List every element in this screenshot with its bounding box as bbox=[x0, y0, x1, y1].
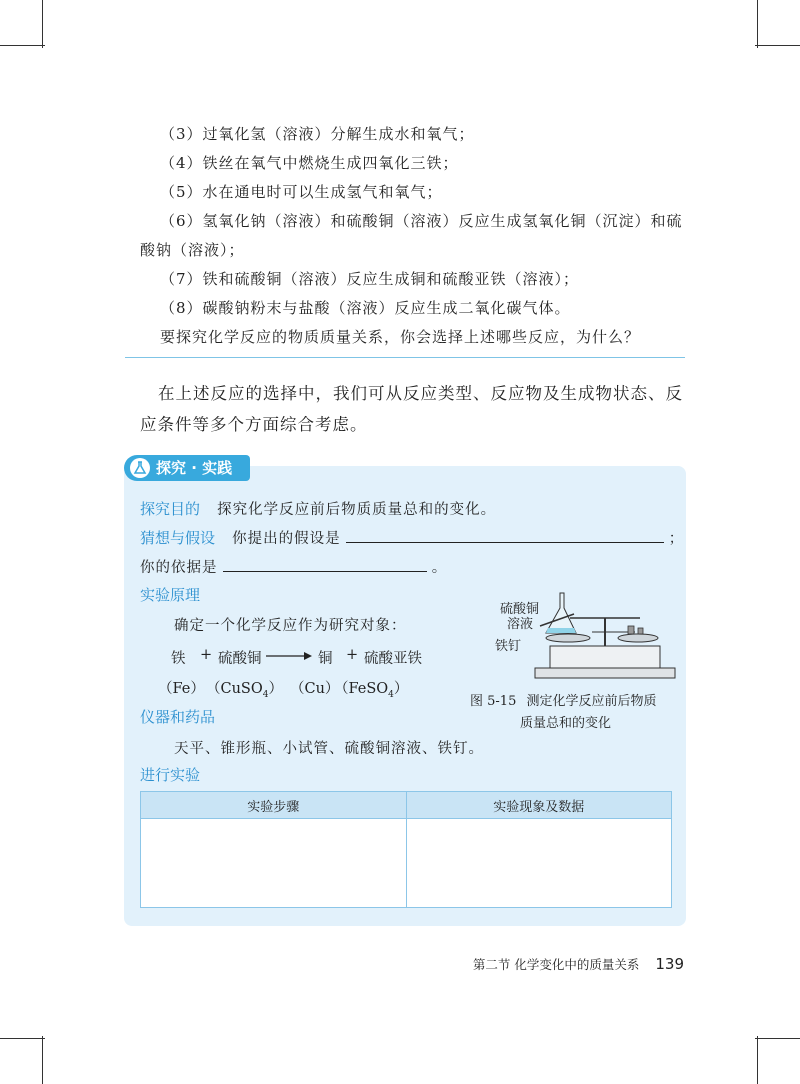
formula-feso4-main: （FeSO bbox=[334, 681, 389, 697]
basis-text: 你的依据是 bbox=[140, 560, 218, 576]
crop-mark bbox=[0, 1038, 45, 1039]
reaction-item: （6）氢氧化钠（溶液）和硫酸铜（溶液）反应生成氢氧化铜（沉淀）和硫 bbox=[160, 212, 683, 230]
equipment-text: 天平、锥形瓶、小试管、硫酸铜溶液、铁钉。 bbox=[174, 741, 484, 757]
balance-figure bbox=[530, 588, 680, 683]
figure-caption-line1 bbox=[470, 690, 657, 709]
crop-mark bbox=[757, 0, 758, 48]
reaction-item: （7）铁和硫酸铜（溶液）反应生成铜和硫酸亚铁（溶液）； bbox=[160, 270, 580, 288]
basis-row bbox=[140, 556, 447, 577]
formula-cu: （Cu） bbox=[290, 681, 340, 697]
principle-text: 确定一个化学反应作为研究对象： bbox=[174, 618, 407, 634]
section-tag-label: 探究 · 实践 bbox=[156, 459, 233, 477]
equation-plus: + bbox=[200, 647, 213, 663]
crop-mark bbox=[42, 0, 43, 48]
principle-heading: 实验原理 bbox=[140, 586, 201, 604]
figure-label-cuso4: 硫酸铜 bbox=[500, 602, 540, 617]
formula-cuso4-sub: 4 bbox=[262, 689, 269, 700]
crop-mark bbox=[755, 1038, 800, 1039]
hypothesis-end: ； bbox=[668, 531, 685, 547]
table-header-observations: 实验现象及数据 bbox=[406, 792, 672, 819]
formula-feso4 bbox=[334, 677, 408, 700]
figure-caption-text1: 测定化学反应前后物质 bbox=[526, 694, 657, 709]
formula-fe: （Fe） bbox=[158, 681, 205, 697]
figure-number: 图 5-15 bbox=[470, 694, 517, 709]
page-footer bbox=[473, 955, 684, 973]
table-cell-observations[interactable] bbox=[406, 819, 672, 908]
formula-feso4-end: ） bbox=[393, 681, 409, 697]
equation-plus: + bbox=[346, 647, 359, 663]
equation-product-feso4: 硫酸亚铁 bbox=[364, 651, 422, 667]
table-header-steps: 实验步骤 bbox=[141, 792, 407, 819]
figure-label-nail: 铁钉 bbox=[495, 639, 522, 654]
reaction-item: 酸钠（溶液）； bbox=[140, 241, 245, 259]
purpose-heading: 探究目的 bbox=[140, 500, 201, 518]
reaction-item: （4）铁丝在氧气中燃烧生成四氧化三铁； bbox=[160, 154, 459, 172]
purpose-row bbox=[140, 498, 496, 519]
figure-label-solution: 溶液 bbox=[507, 617, 534, 632]
hypothesis-blank[interactable] bbox=[346, 528, 664, 543]
experiment-heading: 进行实验 bbox=[140, 766, 201, 784]
hypothesis-text: 你提出的假设是 bbox=[232, 531, 341, 547]
section-tag bbox=[124, 455, 250, 481]
table-row bbox=[141, 819, 672, 908]
formula-cuso4-end: ） bbox=[268, 681, 283, 697]
hypothesis-row bbox=[140, 527, 684, 548]
basis-blank[interactable] bbox=[223, 557, 427, 572]
equipment-heading-row bbox=[140, 706, 215, 727]
equation-reactant-cuso4: 硫酸铜 bbox=[218, 651, 262, 667]
table-header-row bbox=[141, 792, 672, 819]
reaction-item: （3）过氧化氢（溶液）分解生成水和氧气； bbox=[160, 125, 475, 143]
figure-caption-line2: 质量总和的变化 bbox=[520, 716, 612, 731]
crop-mark bbox=[757, 1036, 758, 1084]
page-number: 139 bbox=[655, 955, 684, 973]
reaction-item: （5）水在通电时可以生成氢气和氧气； bbox=[160, 183, 443, 201]
reaction-list bbox=[140, 120, 700, 352]
reaction-item: （8）碳酸钠粉末与盐酸（溶液）反应生成二氧化碳气体。 bbox=[160, 299, 571, 317]
experiment-heading-row bbox=[140, 764, 200, 785]
principle-heading-row bbox=[140, 584, 200, 605]
table-cell-steps[interactable] bbox=[141, 819, 407, 908]
equation-product-cu: 铜 bbox=[318, 651, 333, 667]
flask-icon bbox=[130, 458, 150, 478]
experiment-table bbox=[140, 791, 672, 908]
equation-reactant-fe: 铁 bbox=[171, 651, 186, 667]
formula-cuso4-main: （CuSO bbox=[206, 681, 263, 697]
basis-end: 。 bbox=[431, 560, 448, 576]
question: 要探究化学反应的物质质量关系，你会选择上述哪些反应，为什么？ bbox=[160, 328, 641, 346]
reaction-arrow-icon bbox=[266, 649, 314, 663]
crop-mark bbox=[42, 1036, 43, 1084]
body-paragraph: 在上述反应的选择中，我们可从反应类型、反应物及生成物状态、反应条件等多个方面综合考虑。 bbox=[140, 384, 683, 434]
equipment-heading: 仪器和药品 bbox=[140, 708, 216, 726]
crop-mark bbox=[0, 45, 45, 46]
crop-mark bbox=[755, 45, 800, 46]
separator bbox=[125, 357, 685, 358]
purpose-text: 探究化学反应前后物质质量总和的变化。 bbox=[217, 502, 497, 518]
formula-feso4-sub: 4 bbox=[388, 689, 394, 700]
hypothesis-heading: 猜想与假设 bbox=[140, 529, 216, 547]
formula-cuso4 bbox=[206, 677, 283, 700]
footer-section: 第二节 化学变化中的质量关系 bbox=[472, 957, 640, 972]
